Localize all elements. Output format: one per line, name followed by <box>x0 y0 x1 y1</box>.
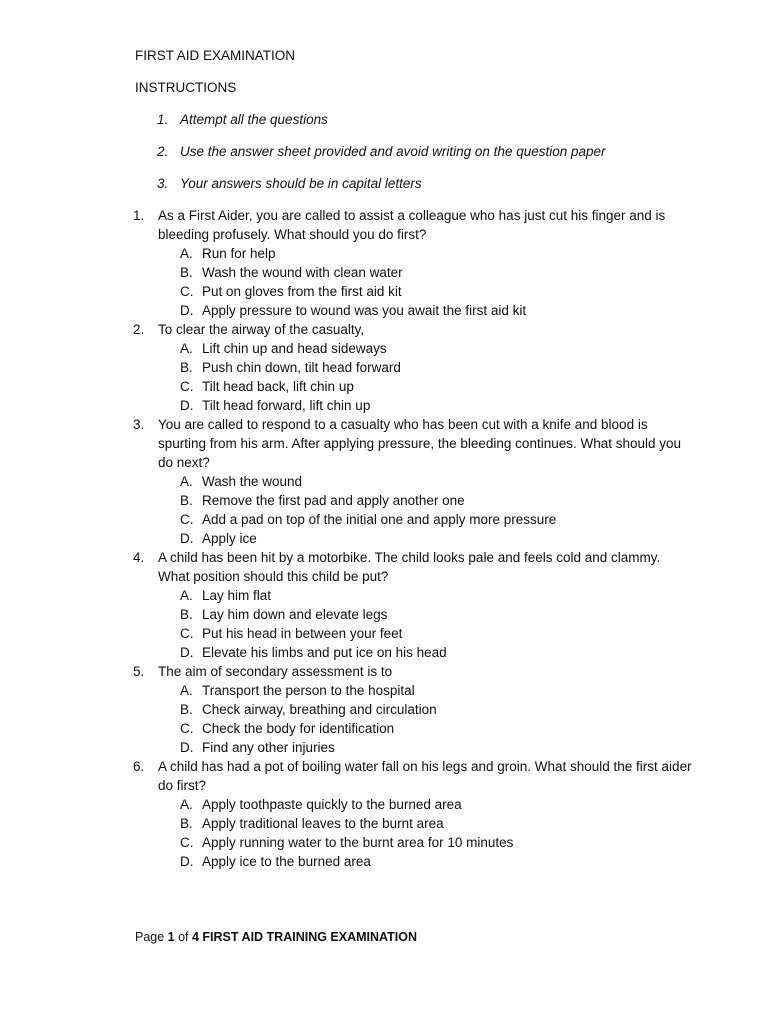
option-text: Elevate his limbs and put ice on his head <box>202 645 447 660</box>
option-text: Check the body for identification <box>202 721 395 736</box>
question-list <box>133 206 693 871</box>
option-letter: B. <box>180 607 193 622</box>
footer-total-pages: 4 <box>192 930 199 944</box>
answer-option <box>133 510 693 529</box>
answer-option <box>133 358 693 377</box>
option-text: Apply running water to the burnt area for 10 minutes <box>202 835 514 850</box>
instruction-number: 3. <box>157 176 169 191</box>
instruction-item <box>157 176 422 192</box>
instruction-text: Your answers should be in capital letters <box>180 176 422 191</box>
option-letter: B. <box>180 265 193 280</box>
instruction-text: Attempt all the questions <box>180 112 328 127</box>
answer-option <box>133 605 693 624</box>
answer-option <box>133 738 693 757</box>
answer-option <box>133 301 693 320</box>
answer-option <box>133 586 693 605</box>
answer-option <box>133 491 693 510</box>
option-letter: D. <box>180 645 194 660</box>
option-letter: A. <box>180 797 193 812</box>
option-text: Wash the wound with clean water <box>202 265 403 280</box>
option-text: Transport the person to the hospital <box>202 683 415 698</box>
question-number: 1. <box>133 208 145 223</box>
question-text: You are called to respond to a casualty who has been cut with a knife and blood is spurting from his arm. After applying pressure, the bleeding continues. What should you do next? <box>158 417 682 470</box>
option-text: Push chin down, tilt head forward <box>202 360 401 375</box>
question-4 <box>133 548 693 662</box>
option-letter: A. <box>180 683 193 698</box>
instruction-item <box>157 112 328 128</box>
option-letter: C. <box>180 626 194 641</box>
page-footer <box>135 930 417 944</box>
option-text: Apply toothpaste quickly to the burned area <box>202 797 462 812</box>
question-6 <box>133 757 693 871</box>
answer-option <box>133 263 693 282</box>
option-text: Apply ice <box>202 531 257 546</box>
option-text: Tilt head back, lift chin up <box>202 379 354 394</box>
option-letter: D. <box>180 303 194 318</box>
option-text: Run for help <box>202 246 276 261</box>
footer-page-label: Page <box>135 930 168 944</box>
option-letter: D. <box>180 531 194 546</box>
instruction-number: 1. <box>157 112 169 127</box>
answer-option <box>133 833 693 852</box>
option-letter: A. <box>180 341 193 356</box>
instruction-item <box>157 144 606 160</box>
question-number: 3. <box>133 417 145 432</box>
question-number: 4. <box>133 550 145 565</box>
option-text: Apply pressure to wound was you await the first aid kit <box>202 303 527 318</box>
option-letter: C. <box>180 379 194 394</box>
answer-option <box>133 681 693 700</box>
question-text: To clear the airway of the casualty, <box>158 322 365 337</box>
option-text: Wash the wound <box>202 474 303 489</box>
question-number: 6. <box>133 759 145 774</box>
question-text: A child has been hit by a motorbike. The child looks pale and feels cold and clammy. What position should this child be put? <box>158 550 661 584</box>
question-5 <box>133 662 693 757</box>
option-text: Check airway, breathing and circulation <box>202 702 437 717</box>
question-number: 5. <box>133 664 145 679</box>
answer-option <box>133 624 693 643</box>
answer-option <box>133 814 693 833</box>
question-text: As a First Aider, you are called to assist a colleague who has just cut his finger and is bleeding profusely. What should you do first? <box>158 208 666 242</box>
answer-option <box>133 282 693 301</box>
answer-option <box>133 700 693 719</box>
option-letter: B. <box>180 702 193 717</box>
option-letter: D. <box>180 854 194 869</box>
question-text: A child has had a pot of boiling water fall on his legs and groin. What should the first aider do first? <box>158 759 692 793</box>
option-text: Apply traditional leaves to the burnt area <box>202 816 444 831</box>
option-letter: B. <box>180 493 193 508</box>
option-letter: D. <box>180 398 194 413</box>
answer-option <box>133 643 693 662</box>
option-text: Add a pad on top of the initial one and apply more pressure <box>202 512 557 527</box>
footer-page-number: 1 <box>167 930 175 944</box>
option-letter: C. <box>180 512 194 527</box>
option-text: Lay him flat <box>202 588 272 603</box>
instruction-number: 2. <box>157 144 169 159</box>
option-letter: A. <box>180 246 193 261</box>
option-letter: C. <box>180 835 194 850</box>
option-letter: B. <box>180 816 193 831</box>
page-title: FIRST AID EXAMINATION <box>135 48 296 63</box>
option-letter: A. <box>180 474 193 489</box>
answer-option <box>133 852 693 871</box>
question-2 <box>133 320 693 415</box>
question-number: 2. <box>133 322 145 337</box>
option-text: Remove the first pad and apply another one <box>202 493 465 508</box>
question-text: The aim of secondary assessment is to <box>158 664 393 679</box>
option-letter: B. <box>180 360 193 375</box>
question-3 <box>133 415 693 548</box>
option-text: Tilt head forward, lift chin up <box>202 398 371 413</box>
answer-option <box>133 795 693 814</box>
instruction-text: Use the answer sheet provided and avoid writing on the question paper <box>180 144 606 159</box>
answer-option <box>133 719 693 738</box>
question-1 <box>133 206 693 320</box>
answer-option <box>133 529 693 548</box>
option-letter: D. <box>180 740 194 755</box>
option-text: Find any other injuries <box>202 740 335 755</box>
option-text: Put on gloves from the first aid kit <box>202 284 402 299</box>
answer-option <box>133 244 693 263</box>
footer-of-label: of <box>174 930 192 944</box>
option-letter: C. <box>180 721 194 736</box>
answer-option <box>133 377 693 396</box>
option-letter: C. <box>180 284 194 299</box>
answer-option <box>133 339 693 358</box>
option-text: Lay him down and elevate legs <box>202 607 388 622</box>
option-text: Put his head in between your feet <box>202 626 403 641</box>
option-text: Lift chin up and head sideways <box>202 341 387 356</box>
option-letter: A. <box>180 588 193 603</box>
answer-option <box>133 396 693 415</box>
option-text: Apply ice to the burned area <box>202 854 371 869</box>
answer-option <box>133 472 693 491</box>
instructions-heading: INSTRUCTIONS <box>135 80 237 95</box>
footer-title: FIRST AID TRAINING EXAMINATION <box>198 930 418 944</box>
